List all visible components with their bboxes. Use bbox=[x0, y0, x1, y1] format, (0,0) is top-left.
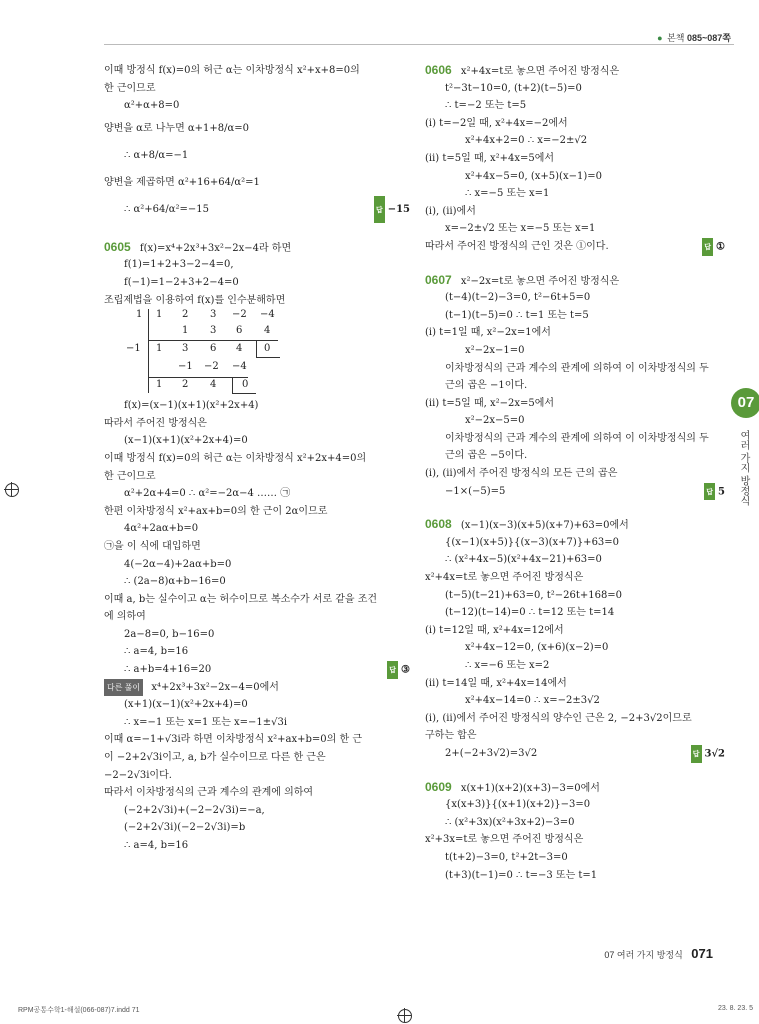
problem-number: 0605 bbox=[104, 239, 131, 254]
text-line: 이차방정식의 근과 계수의 관계에 의하여 이 이차방정식의 두 bbox=[445, 362, 709, 374]
equation: 4(−2α−4)+2aα+b=0 bbox=[124, 558, 232, 570]
text-line: 따라서 주어진 방정식의 근인 것은 ①이다. 답 ① bbox=[425, 238, 725, 256]
text-line: 이때 α=−1+√3i라 하면 이차방정식 x²+ax+b=0의 한 근 bbox=[104, 734, 362, 746]
equation: −1×(−5)=5 답 5 bbox=[425, 483, 725, 501]
equation: x²+4x+2=0 ∴ x=−2±√2 bbox=[465, 135, 588, 147]
problem-number: 0606 bbox=[425, 63, 452, 77]
chapter-title-vertical: 여러 가지 방정식 bbox=[738, 430, 749, 506]
header-rule bbox=[104, 44, 734, 45]
equation: ∴ α+8/α=−1 bbox=[124, 149, 189, 161]
equation: (−2+2√3i)+(−2−2√3i)=−a, bbox=[124, 804, 265, 816]
problem-0606: 0606 x²+4x=t로 놓으면 주어진 방정식은 bbox=[425, 63, 620, 77]
text-line: (ⅰ), (ⅱ)에서 bbox=[425, 205, 476, 217]
equation: {x(x+3)}{(x+1)(x+2)}−3=0 bbox=[445, 799, 591, 811]
alt-solution: 다른 풀이 x⁴+2x³+3x²−2x−4=0에서 bbox=[104, 679, 410, 697]
equation: (t−1)(t−5)=0 ∴ t=1 또는 t=5 bbox=[445, 309, 589, 321]
chapter-number-badge: 07 bbox=[731, 388, 759, 418]
footer-chapter: 07 여러 가지 방정식 bbox=[604, 950, 683, 960]
equation: ∴ x=−1 또는 x=1 또는 x=−1±√3i bbox=[124, 716, 288, 728]
equation: (−2+2√3i)(−2−2√3i)=b bbox=[124, 822, 246, 834]
equation: (t+3)(t−1)=0 ∴ t=−3 또는 t=1 bbox=[445, 869, 598, 881]
synthetic-division: 1 1 2 3 −2 −4 1 3 6 4 −1 1 3 6 4 0 −1 −2 −4 1 2 4 0 bbox=[104, 309, 410, 397]
answer-0605: 답 ③ bbox=[387, 661, 410, 679]
equation: (t−5)(t−21)+63=0, t²−26t+168=0 bbox=[445, 589, 623, 601]
equation: ∴ a=4, b=16 bbox=[124, 840, 189, 851]
equation: ∴ (x²+3x)(x²+3x+2)−3=0 bbox=[445, 816, 575, 828]
text-line: 이때 방정식 f(x)=0의 허근 α는 이차방정식 x²+2x+4=0의 bbox=[104, 452, 367, 464]
equation: α²+2α+4=0 ∴ α²=−2α−4 …… ㉠ bbox=[124, 488, 291, 500]
text-line: x²+3x=t로 놓으면 주어진 방정식은 bbox=[425, 834, 584, 846]
case-line: (ⅱ) t=5일 때, x²+4x=5에서 bbox=[425, 152, 555, 164]
equation: f(x)=(x−1)(x+1)(x²+2x+4) bbox=[124, 400, 259, 412]
problem-0608: 0608 (x−1)(x−3)(x+5)(x+7)+63=0에서 bbox=[425, 517, 629, 532]
problem-number: 0609 bbox=[425, 779, 452, 794]
text-line: 조립제법을 이용하여 f(x)를 인수분해하면 bbox=[104, 294, 286, 306]
equation: ∴ α²+64/α²=−15 답 −15 bbox=[104, 196, 410, 223]
text-line: 근의 곱은 −5이다. bbox=[445, 450, 528, 462]
equation: ∴ (x²+4x−5)(x²+4x−21)+63=0 bbox=[445, 554, 602, 566]
case-line: (ⅰ) t=−2일 때, x²+4x=−2에서 bbox=[425, 117, 568, 129]
text-line: x²+4x=t로 놓으면 주어진 방정식은 bbox=[425, 572, 584, 584]
equation: ∴ a+b=4+16=20 답 ③ bbox=[104, 661, 410, 679]
page-range: 085~087쪽 bbox=[687, 33, 731, 43]
equation: 2a−8=0, b−16=0 bbox=[124, 628, 215, 640]
equation: ∴ a=4, b=16 bbox=[124, 646, 189, 658]
text-line: 이때 방정식 f(x)=0의 허근 α는 이차방정식 x²+x+8=0의 bbox=[104, 65, 360, 76]
page-footer bbox=[604, 946, 713, 961]
print-date: 23. 8. 23. 5 bbox=[717, 1005, 753, 1012]
text-line: 한 근이므로 bbox=[104, 82, 156, 94]
equation: (t−4)(t−2)−3=0, t²−6t+5=0 bbox=[445, 292, 591, 304]
equation: ∴ x=−6 또는 x=2 bbox=[465, 660, 550, 671]
problem-0607: 0607 x²−2x=t로 놓으면 주어진 방정식은 bbox=[425, 272, 620, 287]
equation: ∴ t=−2 또는 t=5 bbox=[445, 100, 527, 112]
text-line: 따라서 이차방정식의 근과 계수의 관계에 의하여 bbox=[104, 787, 314, 799]
case-line: (ⅱ) t=14일 때, x²+4x=14에서 bbox=[425, 677, 567, 689]
text-line: 한 근이므로 bbox=[104, 470, 156, 482]
registration-mark-icon bbox=[5, 483, 19, 497]
answer-0607: 답 5 bbox=[704, 483, 725, 501]
page-header bbox=[657, 31, 731, 44]
equation: t²−3t−10=0, (t+2)(t−5)=0 bbox=[445, 82, 582, 94]
equation: α²+α+8=0 bbox=[124, 100, 180, 112]
text-line: 이차방정식의 근과 계수의 관계에 의하여 이 이차방정식의 두 bbox=[445, 432, 709, 444]
equation: 4α²+2aα+b=0 bbox=[124, 523, 199, 535]
equation: ∴ (2a−8)α+b−16=0 bbox=[124, 576, 226, 588]
print-info bbox=[18, 1005, 759, 1015]
answer-0608: 답 3√2 bbox=[691, 745, 725, 763]
equation: f(−1)=1−2+3+2−4=0 bbox=[124, 276, 239, 288]
equation: x²−2x−5=0 bbox=[465, 415, 525, 427]
problem-number: 0607 bbox=[425, 272, 452, 287]
right-column bbox=[425, 62, 725, 884]
text-line: 양변을 α로 나누면 α+1+8/α=0 bbox=[104, 122, 250, 134]
equation: t(t+2)−3=0, t²+2t−3=0 bbox=[445, 851, 568, 863]
page-number: 071 bbox=[691, 946, 713, 961]
text-line: 근의 곱은 −1이다. bbox=[445, 380, 528, 392]
equation: x²+4x−5=0, (x+5)(x−1)=0 bbox=[465, 170, 602, 182]
equation: (t−12)(t−14)=0 ∴ t=12 또는 t=14 bbox=[445, 607, 615, 619]
text-line: 이 −2+2√3i이고, a, b가 실수이므로 다른 한 근은 bbox=[104, 752, 326, 764]
case-line: (ⅰ) t=1일 때, x²−2x=1에서 bbox=[425, 327, 551, 339]
text-line: 이때 a, b는 실수이고 α는 허수이므로 복소수가 서로 같을 조건 bbox=[104, 593, 378, 605]
equation: 2+(−2+3√2)=3√2 답 3√2 bbox=[425, 745, 725, 763]
equation: x²+4x−12=0, (x+6)(x−2)=0 bbox=[465, 642, 609, 654]
text-line: 구하는 합은 bbox=[425, 730, 477, 742]
problem-0605: 0605 f(x)=x⁴+2x³+3x²−2x−4라 하면 bbox=[104, 239, 292, 254]
equation: ∴ x=−5 또는 x=1 bbox=[465, 188, 550, 200]
chapter-side-tab bbox=[734, 388, 759, 528]
equation: x²−2x−1=0 bbox=[465, 344, 525, 356]
equation: f(1)=1+2+3−2−4=0, bbox=[124, 259, 234, 271]
answer-0606: 답 ① bbox=[702, 238, 725, 256]
text-line: (ⅰ), (ⅱ)에서 주어진 방정식의 모든 근의 곱은 bbox=[425, 468, 618, 480]
text-line: 따라서 주어진 방정식은 bbox=[104, 417, 207, 429]
text-line: 에 의하여 bbox=[104, 611, 146, 623]
answer-0604: 답 −15 bbox=[374, 196, 410, 223]
text-line: ㉠을 이 식에 대입하면 bbox=[104, 540, 201, 552]
print-filename: RPM공통수학1-해설(066-087)7.indd 71 bbox=[18, 1007, 140, 1014]
text-line: 양변을 제곱하면 α²+16+64/α²=1 bbox=[104, 176, 260, 188]
bullet-icon: ● bbox=[657, 33, 663, 43]
equation: {(x−1)(x+5)}{(x−3)(x+7)}+63=0 bbox=[445, 536, 620, 548]
text-line: (ⅰ), (ⅱ)에서 주어진 방정식의 양수인 근은 2, −2+3√2이므로 bbox=[425, 712, 692, 724]
case-line: (ⅰ) t=12일 때, x²+4x=12에서 bbox=[425, 624, 564, 636]
equation: (x+1)(x−1)(x²+2x+4)=0 bbox=[124, 699, 248, 711]
problem-number: 0608 bbox=[425, 517, 452, 532]
equation: (x−1)(x+1)(x²+2x+4)=0 bbox=[124, 435, 248, 447]
problem-0609: 0609 x(x+1)(x+2)(x+3)−3=0에서 bbox=[425, 779, 600, 794]
left-column bbox=[104, 62, 410, 855]
equation: x²+4x−14=0 ∴ x=−2±3√2 bbox=[465, 695, 600, 707]
text-line: −2−2√3i이다. bbox=[104, 769, 172, 781]
text-line: 한편 이차방정식 x²+ax+b=0의 한 근이 2α이므로 bbox=[104, 505, 328, 517]
case-line: (ⅱ) t=5일 때, x²−2x=5에서 bbox=[425, 397, 555, 409]
equation: x=−2±√2 또는 x=−5 또는 x=1 bbox=[445, 223, 596, 235]
alt-solution-label: 다른 풀이 bbox=[104, 679, 143, 697]
book-label: 본책 bbox=[667, 33, 685, 43]
